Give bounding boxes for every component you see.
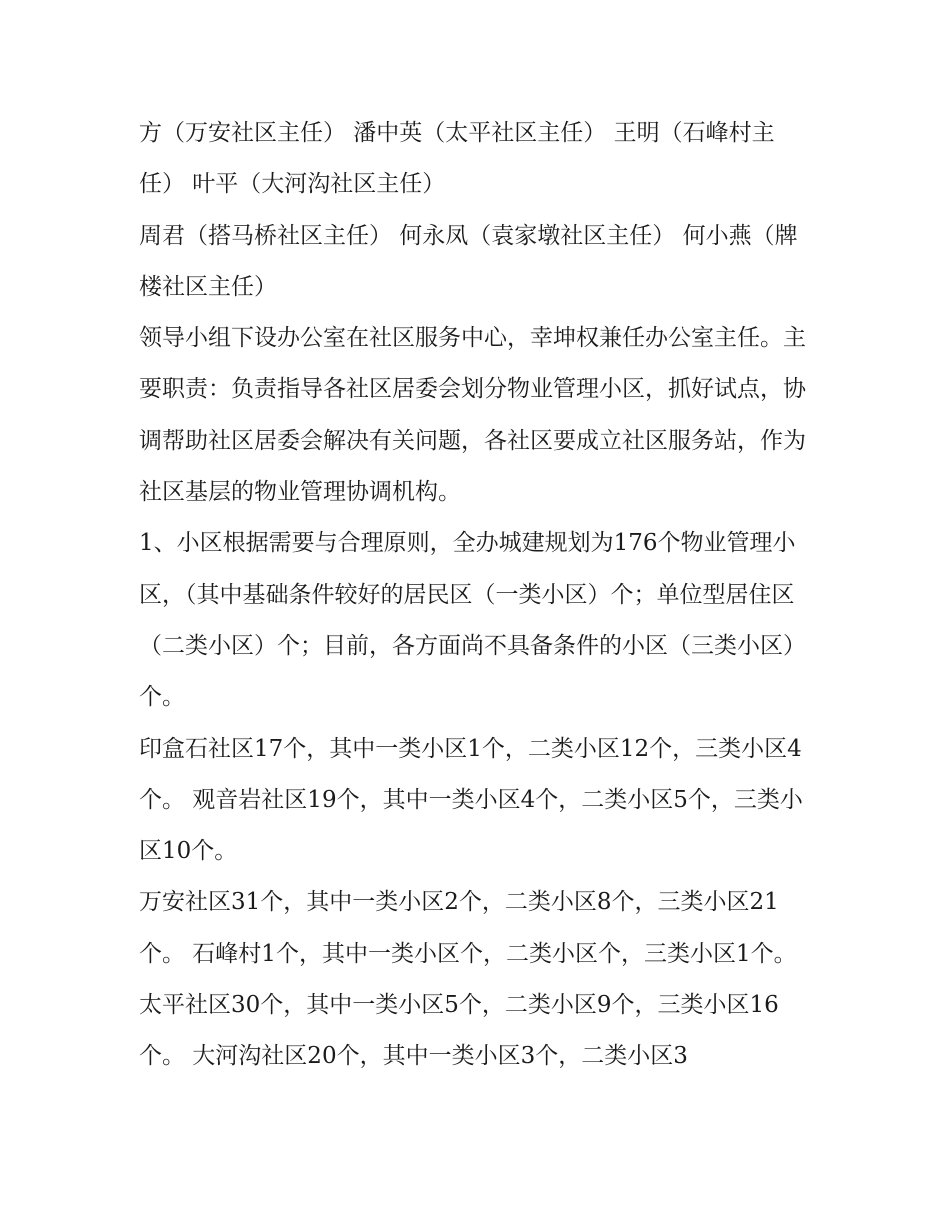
paragraph-community-directors-1: 方（万安社区主任） 潘中英（太平社区主任） 王明（石峰村主任） 叶平（大河沟社区主任） (139, 120, 775, 198)
paragraph-taiping-daheogou: 太平社区30个，其中一类小区5个，二类小区9个，三类小区16个。 大河沟社区20个，其中一类小区3个，二类小区3 (139, 992, 779, 1070)
paragraph-district-planning: 1、小区根据需要与合理原则，全办城建规划为176个物业管理小区，（其中基础条件较好的居民区（一类小区）个；单位型居住区（二类小区）个；目前，各方面尚不具备条件的小区（三类小区）个。 (139, 530, 806, 711)
paragraph-yinheshi-guanyinyan: 印盒石社区17个，其中一类小区1个，二类小区12个，三类小区4个。 观音岩社区19个，其中一类小区4个，二类小区5个，三类小区10个。 (139, 735, 803, 865)
document-body (139, 108, 815, 1083)
paragraph-wanan-shifeng: 万安社区31个，其中一类小区2个，二类小区8个，三类小区21个。 石峰村1个，其中一类小区个，二类小区个，三类小区1个。 (139, 889, 797, 967)
paragraph-office-duties: 领导小组下设办公室在社区服务中心，幸坤权兼任办公室主任。主要职责：负责指导各社区居委会划分物业管理小区，抓好试点，协调帮助社区居委会解决有关问题，各社区要成立社区服务站，作为社区基层的物业管理协调机构。 (139, 325, 806, 506)
paragraph-community-directors-2: 周君（搭马桥社区主任） 何永凤（袁家墩社区主任） 何小燕（牌楼社区主任） (139, 222, 798, 300)
